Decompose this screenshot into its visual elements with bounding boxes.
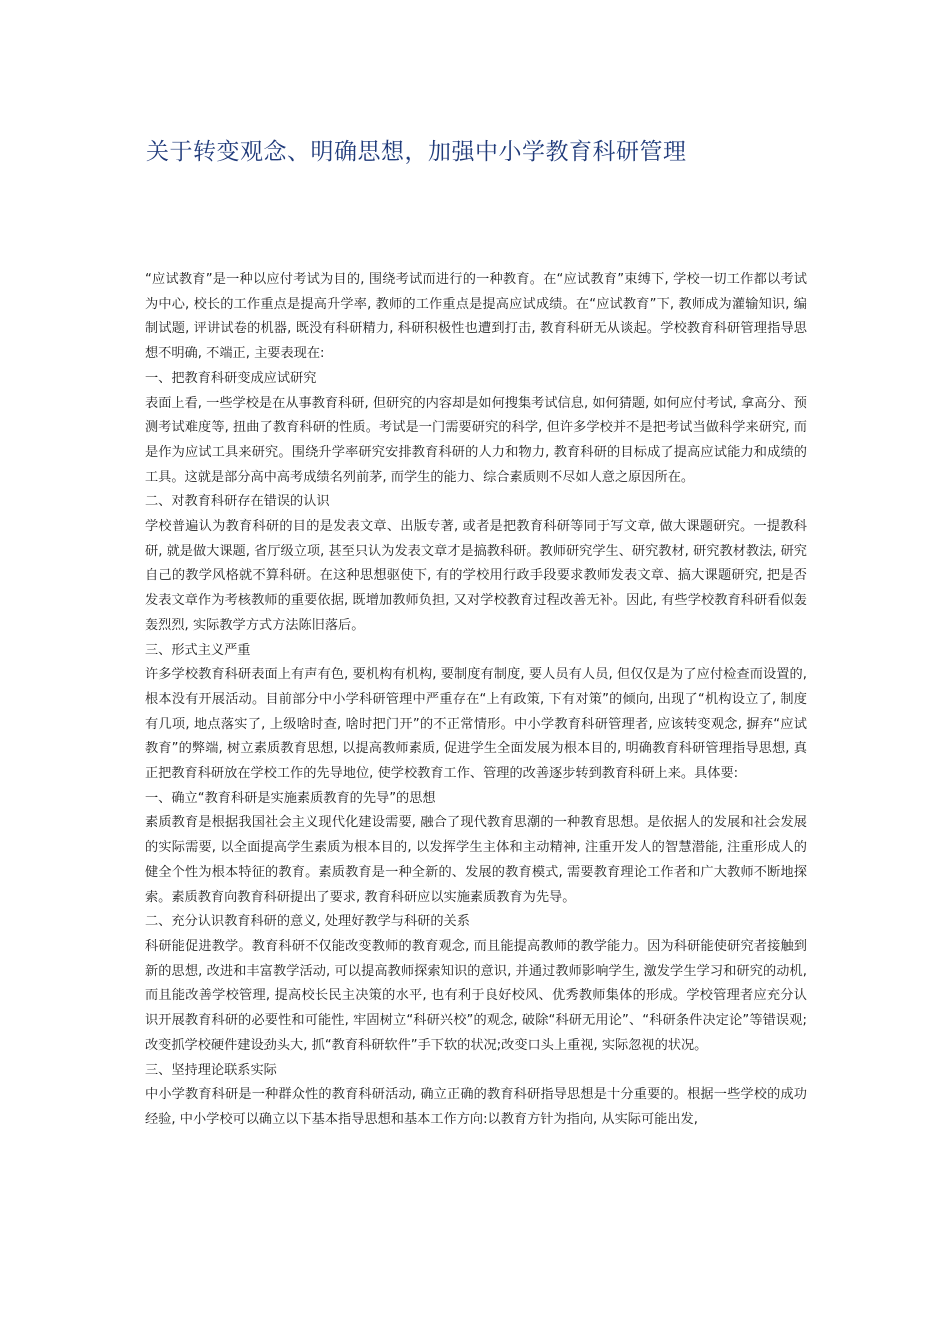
body-paragraph: 许多学校教育科研表面上有声有色, 要机构有机构, 要制度有制度, 要人员有人员, 但仅仅是为了应付检查而设置的, 根本没有开展活动。目前部分中小学科研管理中严重存在“上有政策, 下有对策”的倾向, 出现了“机构设立了, 制度有几项, 地点落实了, 上级啥时查, 啥时把门开”的不正常情形。中小学教育科研管理者, 应该转变观念, 摒弃“应试教育”的弊端, 树立素质教育思想, 以提高教师素质, 促进学生全面发展为根本目的, 明确教育科研管理指导思想, 真正把教育科研放在学校工作的先导地位, 使学校教育工作、管理的改善逐步转到教育科研上来。具体要: <box>145 667 807 782</box>
section-heading: 三、形式主义严重 <box>145 642 251 658</box>
section-heading: 一、把教育科研变成应试研究 <box>145 370 317 386</box>
document-title: 关于转变观念、明确思想，加强中小学教育科研管理 <box>146 139 687 165</box>
document-body <box>145 268 807 1133</box>
body-paragraph: 素质教育是根据我国社会主义现代化建设需要, 融合了现代教育思潮的一种教育思想。是依据人的发展和社会发展的实际需要, 以全面提高学生素质为根本目的, 以发挥学生主体和主动精神, 注重开发人的智慧潜能, 注重形成人的健全个性为根本特征的教育。素质教育是一种全新的、发展的教育模式, 需要教育理论工作者和广大教师不断地探索。素质教育向教育科研提出了要求, 教育科研应以实施素质教育为先导。 <box>145 815 807 905</box>
body-paragraph: 中小学教育科研是一种群众性的教育科研活动, 确立正确的教育科研指导思想是十分重要的。根据一些学校的成功经验, 中小学校可以确立以下基本指导思想和基本工作方向:以教育方针为指向, 从实际可能出发, <box>145 1087 807 1127</box>
section-heading: 二、充分认识教育科研的意义, 处理好教学与科研的关系 <box>145 914 470 930</box>
section-heading: 二、对教育科研存在错误的认识 <box>145 494 330 510</box>
body-paragraph: 学校普遍认为教育科研的目的是发表文章、出版专著, 或者是把教育科研等同于写文章, 做大课题研究。一提教科研, 就是做大课题, 省厅级立项, 甚至只认为发表文章才是搞教科研。教师研究学生、研究教材, 研究教材教法, 研究自己的教学风格就不算科研。在这种思想驱使下, 有的学校用行政手段要求教师发表文章、搞大课题研究, 把是否发表文章作为考核教师的重要依据, 既增加教师负担, 又对学校教育过程改善无补。因此, 有些学校教育科研看似轰轰烈烈, 实际教学方式方法陈旧落后。 <box>145 519 807 633</box>
body-paragraph: 科研能促进教学。教育科研不仅能改变教师的教育观念, 而且能提高教师的教学能力。因为科研能使研究者接触到新的思想, 改进和丰富教学活动, 可以提高教师探索知识的意识, 并通过教师影响学生, 激发学生学习和研究的动机, 而且能改善学校管理, 提高校长民主决策的水平, 也有利于良好校风、优秀教师集体的形成。学校管理者应充分认识开展教育科研的必要性和可能性, 牢固树立“科研兴校”的观念, 破除“科研无用论”、“科研条件决定论”等错误观;改变抓学校硬件建设劲头大, 抓“教育科研软件”手下软的状况;改变口头上重视, 实际忽视的状况。 <box>145 938 807 1053</box>
body-paragraph: 表面上看, 一些学校是在从事教育科研, 但研究的内容却是如何搜集考试信息, 如何猜题, 如何应付考试, 拿高分、预测考试难度等, 扭曲了教育科研的性质。考试是一门需要研究的科学, 但许多学校并不是把考试当做科学来研究, 而是作为应试工具来研究。围绕升学率研究安排教育科研的人力和物力, 教育科研的目标成了提高应试能力和成绩的工具。这就是部分高中高考成绩名列前茅, 而学生的能力、综合素质则不尽如人意之原因所在。 <box>145 395 807 485</box>
intro-paragraph: “应试教育”是一种以应付考试为目的, 围绕考试而进行的一种教育。在“应试教育”束缚下, 学校一切工作都以考试为中心, 校长的工作重点是提高升学率, 教师的工作重点是提高应试成绩。在“应试教育”下, 教师成为灌输知识, 编制试题, 评讲试卷的机器, 既没有科研精力, 科研积极性也遭到打击, 教育科研无从谈起。学校教育科研管理指导思想不明确, 不端正, 主要表现在: <box>145 272 807 362</box>
section-heading: 一、确立“教育科研是实施素质教育的先导”的思想 <box>145 790 436 806</box>
section-heading: 三、坚持理论联系实际 <box>145 1062 277 1078</box>
